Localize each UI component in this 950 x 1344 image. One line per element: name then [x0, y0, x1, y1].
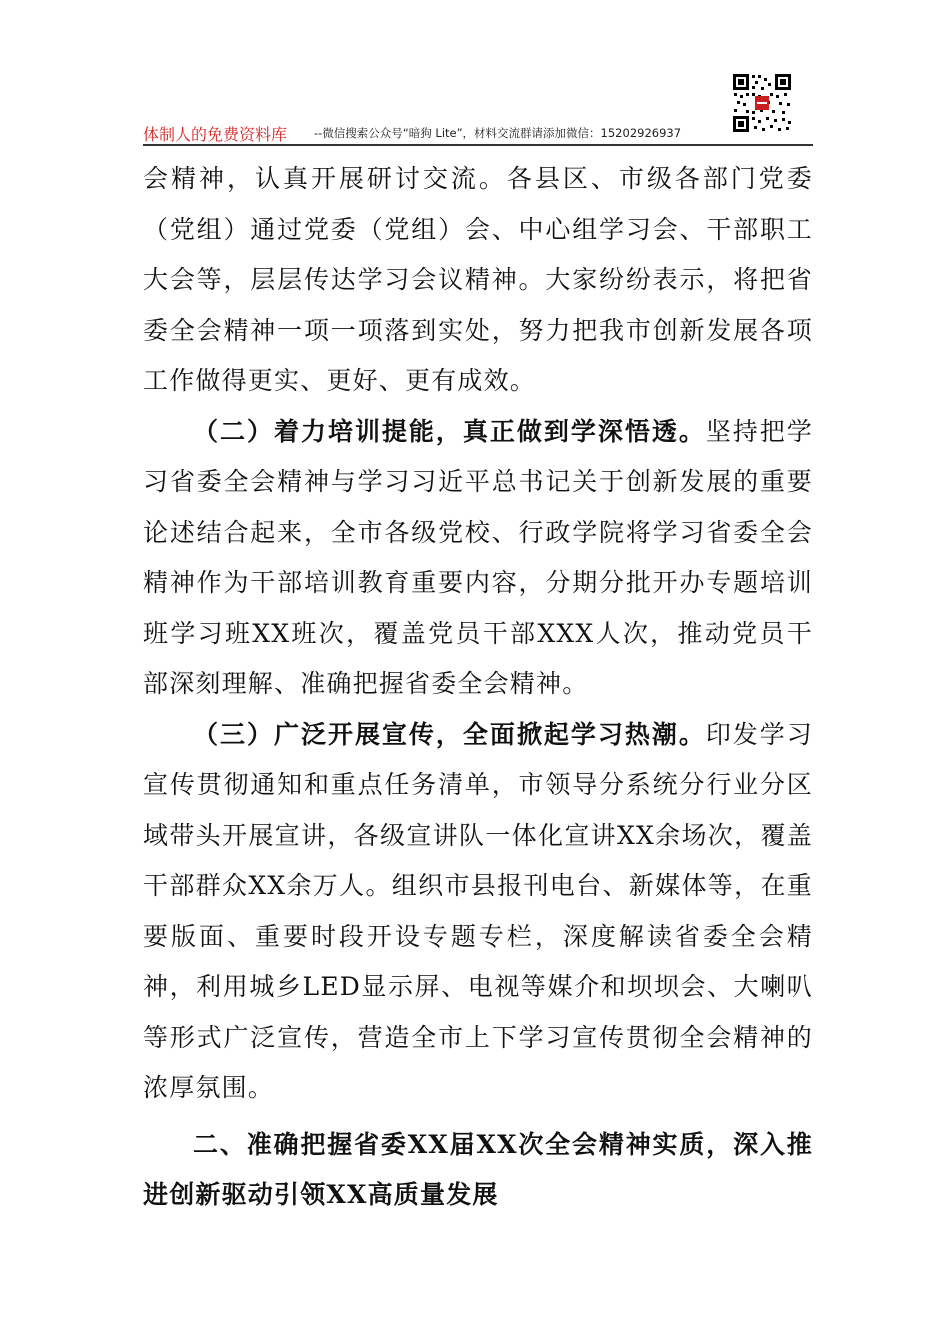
paragraph-training: [143, 407, 813, 710]
paragraph-publicity-body: 印发学习宣传贯彻通知和重点任务清单，市领导分系统分行业分区域带头开展宣讲，各级宣讲队一体化宣讲XX余场次，覆盖干部群众XX余万人。组织市县报刊电台、新媒体等，在重要版面、重要时段开设专题专栏，深度解读省委全会精神，利用城乡LED显示屏、电视等媒介和坝坝会、大喇叭等形式广泛宣传，营造全市上下学习宣传贯彻全会精神的浓厚氛围。: [143, 719, 813, 1102]
paragraph-training-lead: （二）着力培训提能，真正做到学深悟透。: [193, 416, 706, 446]
section-heading: 二、准确把握省委XX届XX次全会精神实质，深入推进创新驱动引领XX高质量发展: [143, 1129, 813, 1209]
paragraph-publicity-lead: （三）广泛开展宣传，全面掀起学习热潮。: [193, 719, 706, 749]
paragraph-continued: 会精神，认真开展研讨交流。各县区、市级各部门党委（党组）通过党委（党组）会、中心组学习会、干部职工大会等，层层传达学习会议精神。大家纷纷表示，将把省委全会精神一项一项落到实处，努力把我市创新发展各项工作做得更实、更好、更有成效。: [143, 164, 813, 395]
header-note: --微信搜索公众号“暗狗 Lite”，材料交流群请添加微信：15202926937: [314, 126, 682, 140]
paragraph-training-body: 坚持把学习省委全会精神与学习习近平总书记关于创新发展的重要论述结合起来，全市各级党校、行政学院将学习省委全会精神作为干部培训教育重要内容，分期分批开办专题培训班学习班XX班次，覆盖党员干部XXX人次，推动党员干部深刻理解、准确把握省委全会精神。: [143, 416, 813, 698]
document-body: [143, 154, 813, 1221]
header-divider: [143, 144, 813, 146]
paragraph-publicity: [143, 710, 813, 1114]
header-brand: 体制人的免费资料库: [143, 125, 288, 144]
